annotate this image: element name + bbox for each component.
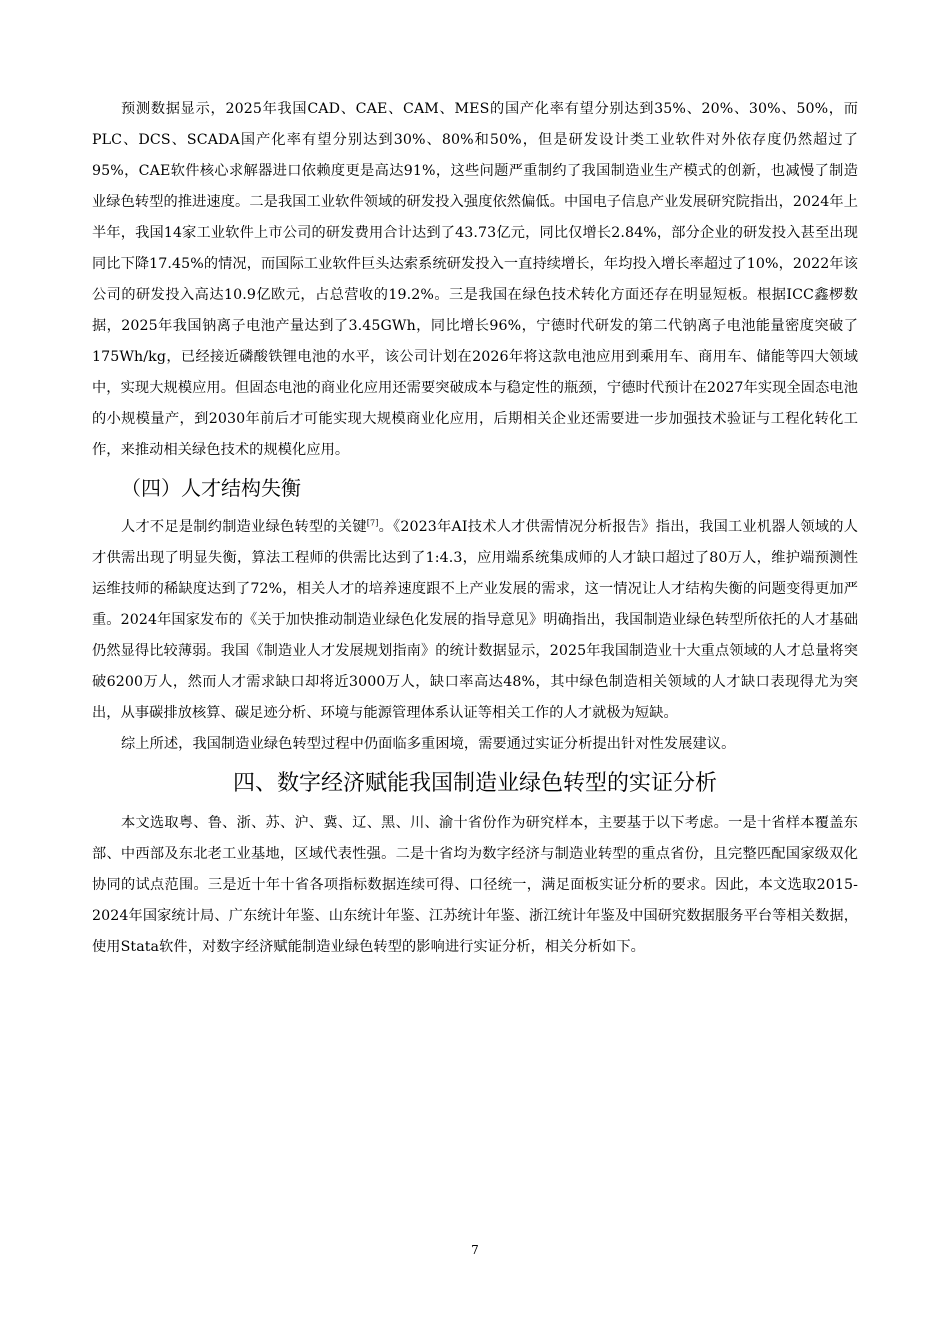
body-paragraph: 综上所述，我国制造业绿色转型过程中仍面临多重困境，需要通过实证分析提出针对性发展建议。: [121, 736, 736, 752]
page-content: [92, 94, 858, 963]
paragraph-text: 。《2023年AI技术人才供需情况分析报告》指出，我国工业机器人领域的人才供需出现了明显失衡，算法工程师的供需比达到了1:4.3，应用端系统集成师的人才缺口超过了80万人，维护端预测性运维技师的稀缺度达到了72%，相关人才的培养速度跟不上产业发展的需求，这一情况让人才结构失衡的问题变得更加严重。2024年国家发布的《关于加快推动制造业绿色化发展的指导意见》明确指出，我国制造业绿色转型所依托的人才基础仍然显得比较薄弱。我国《制造业人才发展规划指南》的统计数据显示，2025年我国制造业十大重点领域的人才总量将突破6200万人，然而人才需求缺口却将近3000万人，缺口率高达48%，其中绿色制造相关领域的人才缺口表现得尤为突出，从事碳排放核算、碳足迹分析、环境与能源管理体系认证等相关工作的人才就极为短缺。: [92, 519, 858, 721]
body-paragraph: [92, 512, 858, 729]
body-paragraph: 预测数据显示，2025年我国CAD、CAE、CAM、MES的国产化率有望分别达到35%、20%、30%、50%，而PLC、DCS、SCADA国产化率有望分别达到30%、80%和50%，但是研发设计类工业软件对外依存度仍然超过了95%，CAE软件核心求解器进口依赖度更是高达91%，这些问题严重制约了我国制造业生产模式的创新，也减慢了制造业绿色转型的推进速度。二是我国工业软件领域的研发投入强度依然偏低。中国电子信息产业发展研究院指出，2024年上半年，我国14家工业软件上市公司的研发费用合计达到了43.73亿元，同比仅增长2.84%，部分企业的研发投入甚至出现同比下降17.45%的情况，而国际工业软件巨头达索系统研发投入一直持续增长，年均投入增长率超过了10%，2022年该公司的研发投入高达10.9亿欧元，占总营收的19.2%。三是我国在绿色技术转化方面还存在明显短板。根据ICC鑫椤数据，2025年我国钠离子电池产量达到了3.45GWh，同比增长96%，宁德时代研发的第二代钠离子电池能量密度突破了175Wh/kg，已经接近磷酸铁锂电池的水平，该公司计划在2026年将这款电池应用到乘用车、商用车、储能等四大领域中，实现大规模应用。但固态电池的商业化应用还需要突破成本与稳定性的瓶颈，宁德时代预计在2027年实现全固态电池的小规模量产，到2030年前后才可能实现大规模商业化应用，后期相关企业还需要进一步加强技术验证与工程化转化工作，来推动相关绿色技术的规模化应用。: [92, 101, 858, 458]
page-number: 7: [471, 1243, 479, 1257]
section-heading: （四）人才结构失衡: [121, 476, 301, 500]
chapter-heading: 四、数字经济赋能我国制造业绿色转型的实证分析: [232, 771, 717, 796]
body-paragraph: 本文选取粤、鲁、浙、苏、沪、冀、辽、黑、川、渝十省份作为研究样本，主要基于以下考虑。一是十省样本覆盖东部、中西部及东北老工业基地，区域代表性强。二是十省均为数字经济与制造业转型的重点省份，且完整匹配国家级双化协同的试点范围。三是近十年十省各项指标数据连续可得、口径统一，满足面板实证分析的要求。因此，本文选取2015-2024年国家统计局、广东统计年鉴、山东统计年鉴、江苏统计年鉴、浙江统计年鉴及中国研究数据服务平台等相关数据，使用Stata软件，对数字经济赋能制造业绿色转型的影响进行实证分析，相关分析如下。: [92, 815, 858, 955]
citation-marker: [7]: [366, 518, 379, 528]
paragraph-text: 人才不足是制约制造业绿色转型的关键: [121, 519, 367, 535]
